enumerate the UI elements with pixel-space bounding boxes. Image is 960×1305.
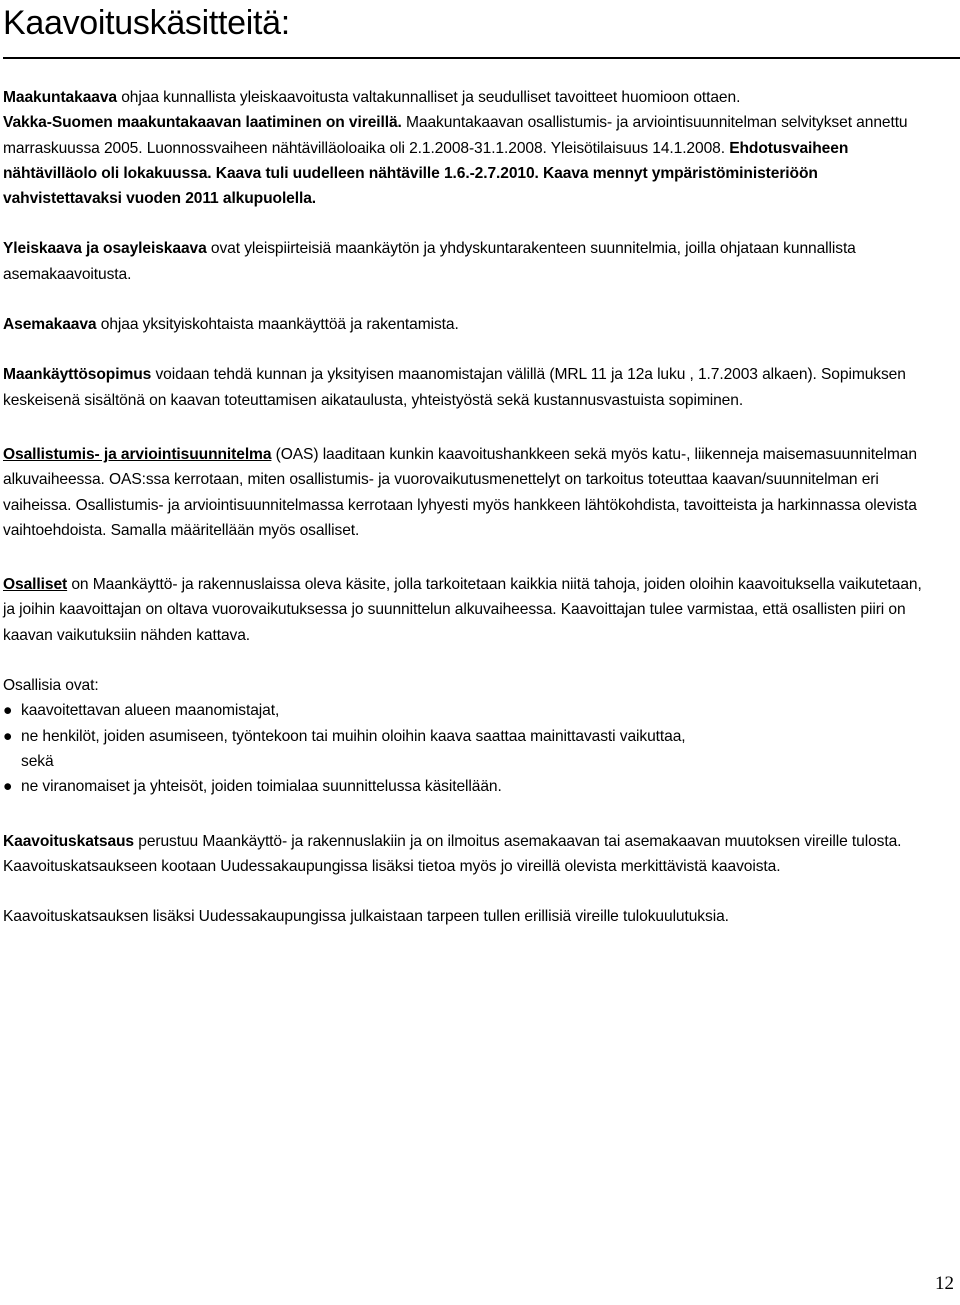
paragraph-maakuntakaava: [3, 85, 933, 211]
term-yleiskaava: Yleiskaava ja osayleiskaava: [3, 240, 207, 258]
term-asemakaava: Asemakaava: [3, 316, 97, 334]
paragraph-text: (OAS) laaditaan kunkin kaavoitushankkeen sekä myös katu-, liikenneja maisemasuunnitelman alkuvaiheessa. OAS:ssa kerrotaan, miten osallistumis- ja vuorovaikutusmenettelyt on tarkoitus toteuttaa kaavan/suunnitelman eri vaiheissa. Osallistumis- ja arviointisuunnitelmassa kerrotaan lyhyesti myös hankkeen lähtökohdista, tavoitteista ja harkinnassa olevista vaihtoehdoista. Samalla määritellään myös osalliset.: [3, 445, 917, 539]
bullet-icon: ●: [3, 702, 13, 720]
list-item: [3, 774, 933, 799]
document-body: [3, 59, 933, 929]
page-number: 12: [935, 1273, 954, 1294]
paragraph-oas: [3, 442, 933, 543]
term-osalliset: Osalliset: [3, 576, 68, 594]
vireilla-statement: Vakka-Suomen maakuntakaavan laatiminen on vireillä.: [3, 114, 402, 132]
paragraph-yleiskaava: [3, 236, 933, 287]
term-oas: Osallistumis- ja arviointisuunnitelma: [3, 445, 272, 463]
paragraph-text: perustuu Maankäyttö- ja rakennuslakiin ja on ilmoitus asemakaavan tai asemakaavan muutoksen vireille tulosta. Kaavoituskatsaukseen kootaan Uudessakaupungissa lisäksi tietoa myös jo vireillä olevista merkittävistä kaavoista.: [3, 832, 902, 875]
paragraph-tulokuulutukset: Kaavoituskatsauksen lisäksi Uudessakaupungissa julkaistaan tarpeen tullen erillisiä vireille tulokuulutuksia.: [3, 908, 729, 926]
paragraph-text: Maakuntakaavan osallistumis- ja arviointisuunnitelman selvitykset annettu marraskuussa 2005. Luonnossvaiheen nähtävilläoloaika oli 2.1.2008-31.1.2008. Yleisötilaisuus 14.1.2008.: [3, 114, 908, 157]
paragraph-osalliset: [3, 572, 933, 648]
paragraph-kaavoituskatsaus: [3, 829, 933, 880]
list-item: [3, 724, 933, 749]
paragraph-asemakaava: [3, 312, 933, 337]
osallisia-list: [3, 698, 933, 799]
osallisia-intro: Osallisia ovat:: [3, 677, 99, 695]
ehdotusvaihe-statement: Ehdotusvaiheen nähtävilläolo oli lokakuussa. Kaava tuli uudelleen nähtäville 1.6.-2.7.2010. Kaava mennyt ympäristöministeriöön vahvistettavaksi vuoden 2011 alkupuolella.: [3, 139, 849, 208]
paragraph-text: ohjaa yksityiskohtaista maankäyttöä ja rakentamista.: [96, 316, 459, 334]
osallisia-section: [3, 673, 933, 799]
paragraph-text: on Maankäyttö- ja rakennuslaissa oleva käsite, jolla tarkoitetaan kaikkia niitä tahoja, joiden oloihin kaavoituksella vaikutetaan, ja joihin kaavoittajan on oltava vuorovaikutuksessa jo suunnittelun alkuvaiheessa. Kaavoittajan tulee varmistaa, että osallisten piiri on kaavan vaikutuksiin nähden kattava.: [3, 576, 922, 644]
bullet-icon: ●: [3, 727, 13, 745]
list-item-text: ne viranomaiset ja yhteisöt, joiden toimialaa suunnittelussa käsitellään.: [21, 778, 502, 796]
page-title: Kaavoituskäsitteitä:: [3, 4, 290, 42]
paragraph-maankayttosopimus: [3, 362, 933, 413]
list-conjunction: sekä: [21, 752, 54, 770]
list-item-text: ne henkilöt, joiden asumiseen, työntekoon tai muihin oloihin kaava saattaa mainittavasti vaikuttaa,: [21, 727, 686, 745]
paragraph-text: voidaan tehdä kunnan ja yksityisen maanomistajan välillä (MRL 11 ja 12a luku , 1.7.2003 alkaen). Sopimuksen keskeisenä sisältönä on kaavan toteuttamisen aikataulusta, yhteistyöstä sekä kustannusvastuista sopiminen.: [3, 366, 906, 409]
list-item: [3, 698, 933, 723]
bullet-icon: ●: [3, 778, 13, 796]
term-kaavoituskatsaus: Kaavoituskatsaus: [3, 832, 135, 850]
document-page: [3, 0, 933, 929]
list-item-text: kaavoitettavan alueen maanomistajat,: [21, 702, 280, 720]
term-maankayttosopimus: Maankäyttösopimus: [3, 366, 152, 384]
term-maakuntakaava: Maakuntakaava: [3, 89, 117, 106]
paragraph-text: ohjaa kunnallista yleiskaavoitusta valtakunnalliset ja seudulliset tavoitteet huomioon ottaen.: [117, 89, 741, 106]
paragraph-text: ovat yleispiirteisiä maankäytön ja yhdyskuntarakenteen suunnitelmia, joilla ohjataan kunnallista asemakaavoitusta.: [3, 240, 856, 283]
